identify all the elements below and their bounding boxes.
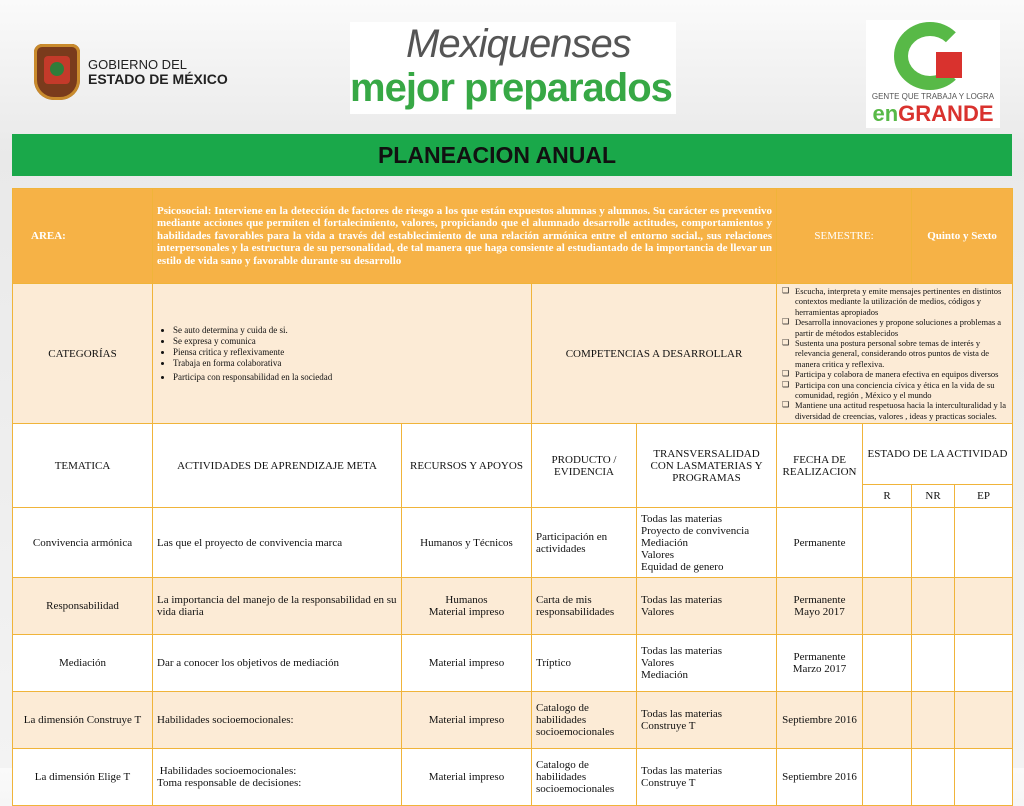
cell-fecha <box>777 508 863 578</box>
cell-line: Las que el proyecto de convivencia marca <box>157 536 343 549</box>
cell-line: Septiembre 2016 <box>782 714 857 727</box>
cell-actividades <box>153 635 402 692</box>
cell-line: Material impreso <box>428 606 505 619</box>
cell-line: Septiembre 2016 <box>782 771 857 784</box>
table-row <box>13 508 1013 578</box>
cell-line: Marzo 2017 <box>792 663 847 676</box>
cell-tematica: La dimensión Construye T <box>13 692 153 749</box>
cell-producto <box>532 692 637 749</box>
cell-line: Material impreso <box>428 714 505 727</box>
cell-nr <box>912 692 955 749</box>
cell-actividades <box>153 692 402 749</box>
cell-line: Todas las materias <box>641 594 723 607</box>
cell-ep <box>955 692 1013 749</box>
logo-wordmark <box>866 102 1000 126</box>
cell-line: Mayo 2017 <box>794 606 845 619</box>
competency-item: ❑ Sustenta una postura personal sobre temas de interés y relevancia general, considerando otros puntos de vista de manera critica y reflexiva. <box>795 338 1008 369</box>
cell-line: Humanos y Técnicos <box>420 536 513 549</box>
gov-line-1: GOBIERNO DEL <box>88 57 187 72</box>
col-producto: PRODUCTO / EVIDENCIA <box>532 424 637 508</box>
semester-label: SEMESTRE: <box>777 189 912 284</box>
cell-r <box>863 508 912 578</box>
category-item: • Participa con responsabilidad en la sociedad <box>173 372 527 383</box>
state-seal-icon <box>34 44 80 100</box>
cell-r <box>863 578 912 635</box>
title-band <box>12 134 1012 176</box>
cell-line: Catalogo de habilidades socioemocionales <box>536 702 615 739</box>
banner-line-2: mejor preparados <box>350 66 672 110</box>
cell-nr <box>912 578 955 635</box>
cell-line: Humanos <box>445 594 488 607</box>
competency-item: ❑ Desarrolla innovaciones y propone soluciones a problemas a partir de métodos establecidos <box>795 317 1008 338</box>
cell-line: Valores <box>641 606 674 619</box>
competency-item: ❑ Escucha, interpreta y emite mensajes pertinentes en distintos contextos mediante la utilización de medios, códigos y herramientas apropiados <box>795 286 1008 317</box>
table-row <box>13 749 1013 806</box>
categories-label: CATEGORÍAS <box>13 284 153 424</box>
categories-cell <box>153 284 532 424</box>
category-item: • Trabaja en forma colaborativa <box>173 358 527 369</box>
categories-row <box>13 284 1013 424</box>
cell-fecha <box>777 692 863 749</box>
cell-actividades <box>153 508 402 578</box>
cell-line: Mediación <box>641 536 689 549</box>
cell-recursos <box>402 635 532 692</box>
cell-r <box>863 635 912 692</box>
cell-producto <box>532 749 637 806</box>
area-label: AREA: <box>13 189 153 284</box>
mexiquenses-banner <box>350 22 676 114</box>
cell-line: Participación en actividades <box>536 530 608 555</box>
cell-line: Permanente <box>793 536 846 549</box>
col-tematica: TEMATICA <box>13 424 153 508</box>
logo-tagline: GENTE QUE TRABAJA Y LOGRA <box>871 92 995 101</box>
cell-line: Permanente <box>793 594 846 607</box>
cell-recursos <box>402 508 532 578</box>
table-row <box>13 578 1013 635</box>
cell-recursos <box>402 578 532 635</box>
col-transversalidad: TRANSVERSALIDAD CON LASMATERIAS Y PROGRAMAS <box>637 424 777 508</box>
logo-en: en <box>872 101 899 126</box>
cell-line: Todas las materias <box>641 645 723 658</box>
semester-value: Quinto y Sexto <box>912 189 1013 284</box>
table-row <box>13 692 1013 749</box>
cell-line: Valores <box>641 657 674 670</box>
category-item: • Se auto determina y cuida de si. <box>173 325 527 336</box>
competencies-cell <box>777 284 1013 424</box>
cell-line: Tríptico <box>536 657 572 670</box>
cell-line: Construye T <box>641 720 696 733</box>
competency-item: ❑ Mantiene una actitud respetuosa hacia la interculturalidad y la diversidad de creencias, valores , ideas y practicas sociales. <box>795 400 1008 421</box>
category-item: • Se expresa y comunica <box>173 336 527 347</box>
competencies-label: COMPETENCIAS A DESARROLLAR <box>532 284 777 424</box>
cell-line: Equidad de genero <box>641 560 724 573</box>
cell-tematica: La dimensión Elige T <box>13 749 153 806</box>
cell-tematica: Responsabilidad <box>13 578 153 635</box>
cell-line: Valores <box>641 548 674 561</box>
area-row <box>13 189 1013 284</box>
banner-line-1: Mexiquenses <box>406 22 631 66</box>
cell-actividades <box>153 578 402 635</box>
gov-line-2: ESTADO DE MÉXICO <box>88 71 228 87</box>
cell-transversalidad <box>637 692 777 749</box>
cell-transversalidad <box>637 578 777 635</box>
cell-line: Mediación <box>641 669 689 682</box>
cell-line: Todas las materias <box>641 765 723 778</box>
category-item: • Piensa critica y reflexivamente <box>173 347 527 358</box>
cell-ep <box>955 578 1013 635</box>
cell-line: Todas las materias <box>641 512 723 525</box>
cell-r <box>863 749 912 806</box>
logo-grande: GRANDE <box>898 101 994 126</box>
cell-line: La importancia del manejo de la responsabilidad en su vida diaria <box>157 594 397 619</box>
cell-tematica: Mediación <box>13 635 153 692</box>
cell-actividades <box>153 749 402 806</box>
cell-line: Permanente <box>793 651 846 664</box>
cell-transversalidad <box>637 508 777 578</box>
cell-line: Habilidades socioemocionales: <box>157 714 294 727</box>
cell-tematica: Convivencia armónica <box>13 508 153 578</box>
competency-item: ❑ Participa y colabora de manera efectiva en equipos diversos <box>795 369 1008 379</box>
cell-line: Dar a conocer los objetivos de mediación <box>157 657 340 670</box>
cell-fecha <box>777 635 863 692</box>
cell-line: Material impreso <box>428 771 505 784</box>
cell-ep <box>955 508 1013 578</box>
cell-r <box>863 692 912 749</box>
cell-ep <box>955 635 1013 692</box>
cell-nr <box>912 635 955 692</box>
cell-fecha <box>777 749 863 806</box>
cell-line: Toma responsable de decisiones: <box>157 777 302 790</box>
competency-item: ❑ Participa con una conciencia cívica y ética en la vida de su comunidad, región , México y el mundo <box>795 380 1008 401</box>
categories-list <box>157 325 527 383</box>
col-actividades: ACTIVIDADES DE APRENDIZAJE META <box>153 424 402 508</box>
page-title: PLANEACION ANUAL <box>377 142 617 168</box>
table-row <box>13 635 1013 692</box>
col-r: R <box>863 485 912 508</box>
cell-nr <box>912 749 955 806</box>
cell-ep <box>955 749 1013 806</box>
cell-producto <box>532 635 637 692</box>
cell-line: Carta de mis responsabilidades <box>536 594 615 619</box>
cell-line: Habilidades socioemocionales: <box>157 765 297 778</box>
cell-transversalidad <box>637 635 777 692</box>
g-logo-square-icon <box>936 52 962 78</box>
planning-table <box>12 188 1013 806</box>
engrande-logo <box>866 20 1000 128</box>
cell-line: Proyecto de convivencia <box>641 524 750 537</box>
col-fecha: FECHA DE REALIZACION <box>777 424 863 508</box>
cell-fecha <box>777 578 863 635</box>
cell-line: Catalogo de habilidades socioemocionales <box>536 759 615 796</box>
col-estado: ESTADO DE LA ACTIVIDAD <box>863 424 1013 485</box>
cell-transversalidad <box>637 749 777 806</box>
cell-recursos <box>402 749 532 806</box>
cell-line: Construye T <box>641 777 696 790</box>
cell-producto <box>532 578 637 635</box>
column-header-row <box>13 424 1013 485</box>
col-ep: EP <box>955 485 1013 508</box>
col-nr: NR <box>912 485 955 508</box>
cell-recursos <box>402 692 532 749</box>
col-recursos: RECURSOS Y APOYOS <box>402 424 532 508</box>
cell-line: Todas las materias <box>641 708 723 721</box>
government-name <box>88 57 228 87</box>
cell-nr <box>912 508 955 578</box>
cell-line: Material impreso <box>428 657 505 670</box>
cell-producto <box>532 508 637 578</box>
header <box>0 0 1024 130</box>
area-description: Psicosocial: Interviene en la detección de factores de riesgo a los que están expuestos alumnas y alumnos. Su carácter es preventivo mediante acciones que permiten el fortalecimiento, valores, propiciando que el alumnado desarrolle actitudes, comportamientos y habilidades favorables para la vida a través del establecimiento de una relación armónica entre el entorno social., sus relaciones interpersonales y la estructura de su personalidad, de tal manera que haga consiente al estudiantado de la importancia de llevar un estilo de vida sano y favorable durante su desarrollo <box>153 189 777 284</box>
government-logo <box>34 44 228 100</box>
competencies-list <box>781 286 1008 421</box>
